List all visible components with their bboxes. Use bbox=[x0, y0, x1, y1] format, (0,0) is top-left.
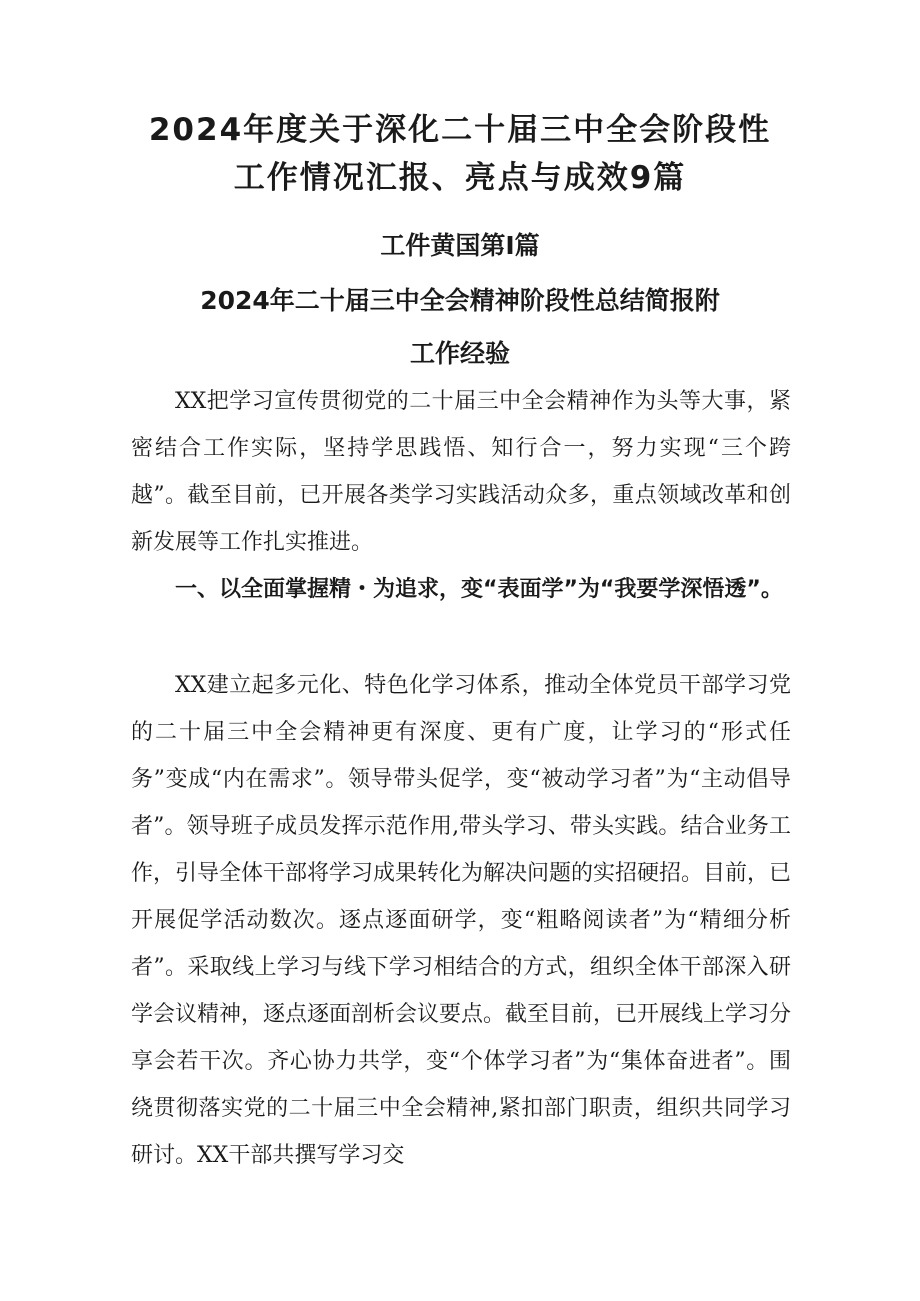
article-title-line-1: 2024年二十届三中全会精神阶段性总结简报附 bbox=[200, 286, 720, 315]
intro-paragraph: XX把学习宣传贯彻党的二十届三中全会精神作为头等大事，紧密结合工作实际，坚持学思践悟、知行合一，努力实现“三个跨越”。截至目前，已开展各类学习实践活动众多，重点领域改革和创新发展等工作扎实推进。 bbox=[131, 389, 791, 555]
article-title-line-2: 工作经验 bbox=[409, 339, 510, 368]
section-heading: 一、以全面掌握精・为追求，变“表面学”为“我要学深悟透”。 bbox=[175, 577, 783, 602]
document-title-line-2: 工作情况汇报、亮点与成效9篇 bbox=[233, 160, 687, 196]
section-label: 工件黄国第I篇 bbox=[380, 231, 540, 260]
body-paragraph: XX建立起多元化、特色化学习体系，推动全体党员干部学习党的二十届三中全会精神更有深度、更有广度，让学习的“形式任务”变成“内在需求”。领导带头促学，变“被动学习者”为“主动倡导者”。领导班子成员发挥示范作用,带头学习、带头实践。结合业务工作，引导全体干部将学习成果转化为解决问题的实招硬招。目前，已开展促学活动数次。逐点逐面研学，变“粗略阅读者”为“精细分析者”。采取线上学习与线下学习相结合的方式，组织全体干部深入研学会议精神，逐点逐面剖析会议要点。截至目前，已开展线上学习分享会若干次。齐心协力共学，变“个体学习者”为“集体奋进者”。围绕贯彻落实党的二十届三中全会精神,紧扣部门职责，组织共同学习研讨。XX干部共撰写学习交 bbox=[131, 673, 792, 1168]
document-title-line-1: 2024年度关于深化二十届三中全会阶段性 bbox=[148, 112, 772, 148]
